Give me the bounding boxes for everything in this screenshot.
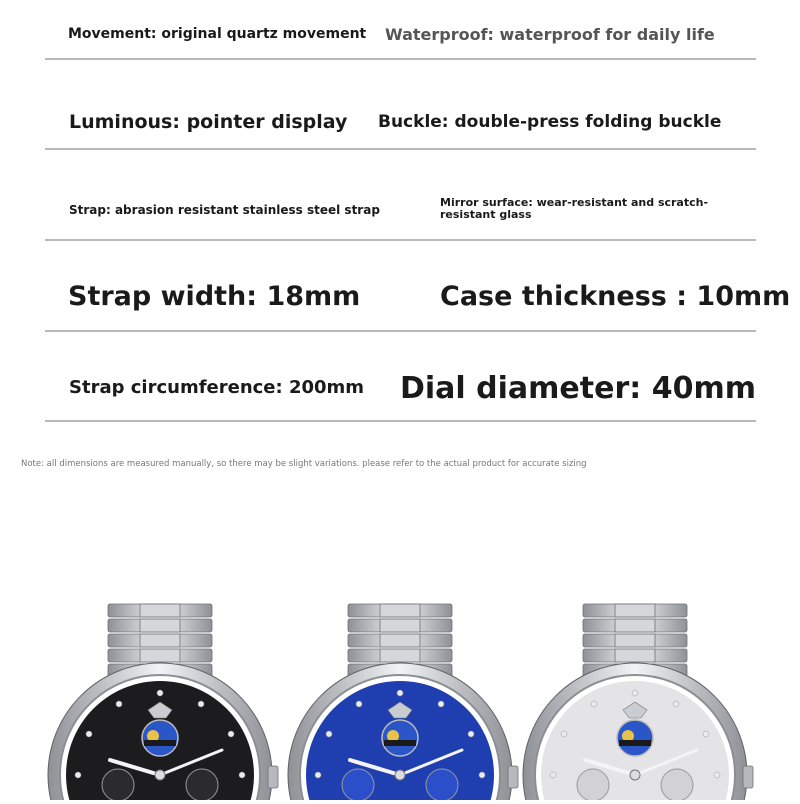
watch-blue [280, 590, 520, 800]
divider [45, 420, 756, 422]
watch-image [40, 590, 280, 800]
divider [45, 239, 756, 241]
watch-gallery [0, 590, 800, 800]
spec-mirror: Mirror surface: wear-resistant and scratch-resistant glass [440, 196, 709, 221]
divider [45, 330, 756, 332]
divider [45, 58, 756, 60]
spec-dial-diameter: Dial diameter: 40mm [400, 371, 756, 406]
spec-buckle: Buckle: double-press folding buckle [378, 112, 722, 132]
spec-movement: Movement: original quartz movement [68, 26, 367, 42]
divider [45, 148, 756, 150]
watch-white [515, 590, 755, 800]
watch-image [280, 590, 520, 800]
spec-luminous: Luminous: pointer display [69, 111, 348, 133]
measurement-note: Note: all dimensions are measured manually, so there may be slight variations. please refer to the actual product for accurate sizing [21, 459, 587, 469]
spec-case-thickness: Case thickness : 10mm [440, 281, 791, 312]
spec-strap: Strap: abrasion resistant stainless steel strap [69, 203, 380, 217]
watch-image [515, 590, 755, 800]
spec-waterproof: Waterproof: waterproof for daily life [385, 25, 715, 44]
watch-black [40, 590, 280, 800]
spec-strap-width: Strap width: 18mm [68, 281, 361, 312]
spec-strap-circumference: Strap circumference: 200mm [69, 377, 365, 398]
